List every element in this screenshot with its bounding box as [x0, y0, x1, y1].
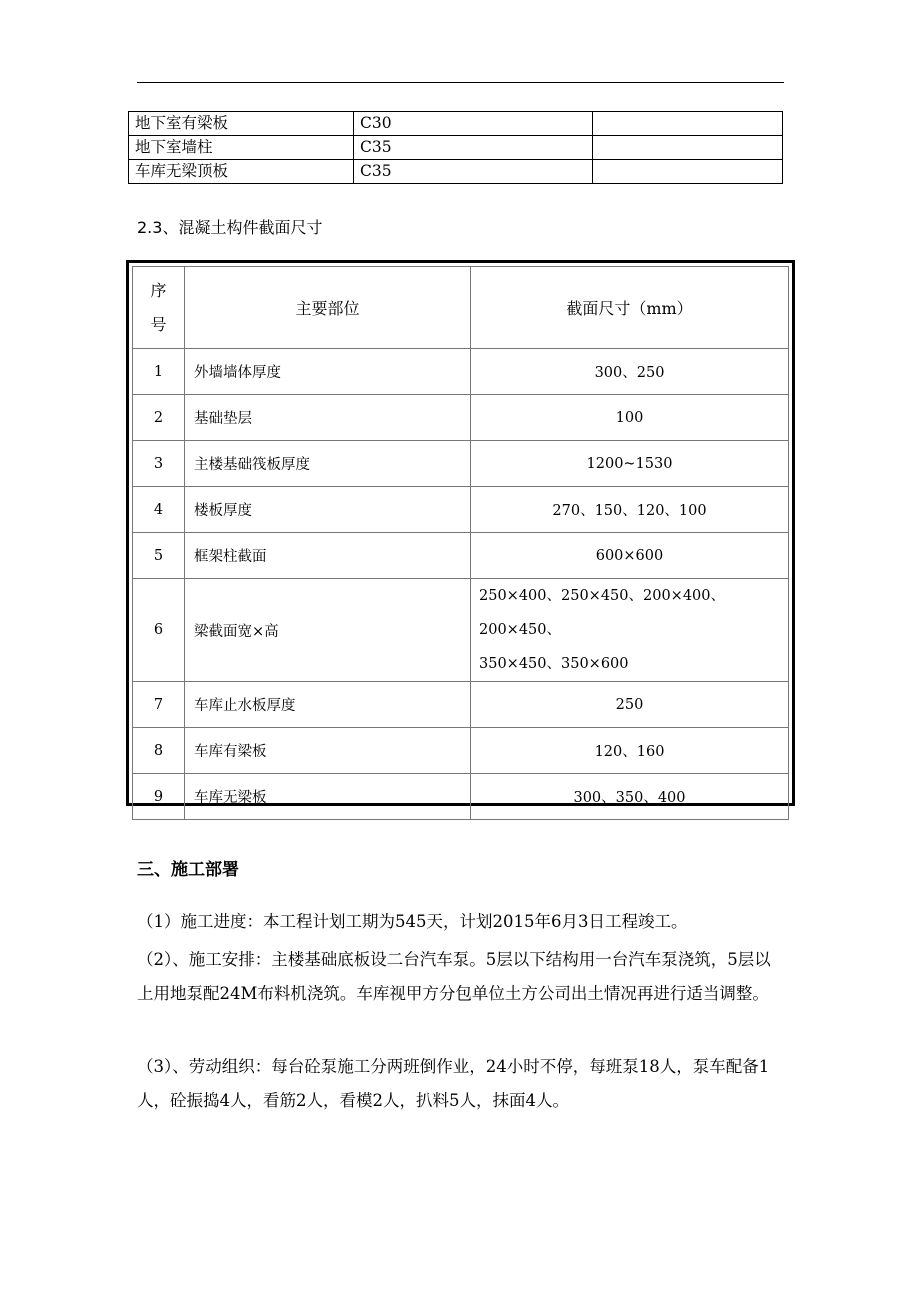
concrete-grade-table	[128, 111, 783, 184]
section-size-table	[132, 266, 789, 820]
row-size: 1200~1530	[471, 441, 789, 487]
table-row	[129, 136, 783, 160]
table-row	[133, 441, 789, 487]
row-size: 300、350、400	[471, 774, 789, 820]
section-size-table-frame	[126, 260, 795, 806]
row-part: 外墙墙体厚度	[185, 349, 471, 395]
row-part: 主楼基础筏板厚度	[185, 441, 471, 487]
header-seq-line1: 序	[150, 280, 167, 300]
row-part: 基础垫层	[185, 395, 471, 441]
row-number: 6	[133, 579, 185, 682]
grade-cell: C35	[354, 136, 593, 160]
header-seq	[133, 267, 185, 349]
row-number: 5	[133, 533, 185, 579]
row-part: 车库无梁板	[185, 774, 471, 820]
table-row	[133, 395, 789, 441]
table-row	[133, 349, 789, 395]
grade-cell: C35	[354, 160, 593, 184]
row-number: 9	[133, 774, 185, 820]
table-row	[129, 112, 783, 136]
row-size: 250	[471, 682, 789, 728]
row-number: 3	[133, 441, 185, 487]
row-size: 300、250	[471, 349, 789, 395]
table-row	[133, 728, 789, 774]
row-size: 600×600	[471, 533, 789, 579]
note-cell	[593, 112, 783, 136]
paragraph-labor: （3）、劳动组织：每台砼泵施工分两班倒作业，24小时不停，每班泵18人，泵车配备1人，砼振捣4人，看筋2人，看模2人，扒料5人，抹面4人。	[137, 1057, 770, 1110]
table-row	[133, 579, 789, 682]
table-row	[133, 774, 789, 820]
row-part: 框架柱截面	[185, 533, 471, 579]
header-seq-line2: 号	[150, 314, 167, 334]
row-size	[471, 579, 789, 682]
table-header-row	[133, 267, 789, 349]
section-heading-3: 三、施工部署	[137, 860, 239, 880]
table-row	[133, 682, 789, 728]
row-number: 1	[133, 349, 185, 395]
row-size-line1: 250×400、250×450、200×400、200×450、	[479, 588, 726, 638]
row-part: 车库止水板厚度	[185, 682, 471, 728]
paragraph-schedule: （1）施工进度：本工程计划工期为545天，计划2015年6月3日工程竣工。	[137, 912, 688, 931]
header-rule	[137, 82, 784, 83]
header-part: 主要部位	[185, 267, 471, 349]
row-number: 8	[133, 728, 185, 774]
table-row	[133, 533, 789, 579]
row-part: 梁截面宽×高	[185, 579, 471, 682]
part-cell: 车库无梁顶板	[129, 160, 354, 184]
row-size-line2: 350×450、350×600	[479, 656, 629, 672]
row-part: 车库有梁板	[185, 728, 471, 774]
row-size: 120、160	[471, 728, 789, 774]
row-size: 100	[471, 395, 789, 441]
header-size: 截面尺寸（mm）	[471, 267, 789, 349]
part-cell: 地下室有梁板	[129, 112, 354, 136]
grade-cell: C30	[354, 112, 593, 136]
note-cell	[593, 136, 783, 160]
row-part: 楼板厚度	[185, 487, 471, 533]
table-row	[129, 160, 783, 184]
section-heading-2-3: 2.3、混凝土构件截面尺寸	[137, 218, 323, 237]
paragraph-arrangement: （2）、施工安排：主楼基础底板设二台汽车泵。5层以下结构用一台汽车泵浇筑，5层以上用地泵配24M布料机浇筑。车库视甲方分包单位土方公司出土情况再进行适当调整。	[137, 950, 771, 1003]
row-size: 270、150、120、100	[471, 487, 789, 533]
part-cell: 地下室墙柱	[129, 136, 354, 160]
note-cell	[593, 160, 783, 184]
row-number: 4	[133, 487, 185, 533]
row-number: 2	[133, 395, 185, 441]
row-number: 7	[133, 682, 185, 728]
table-row	[133, 487, 789, 533]
